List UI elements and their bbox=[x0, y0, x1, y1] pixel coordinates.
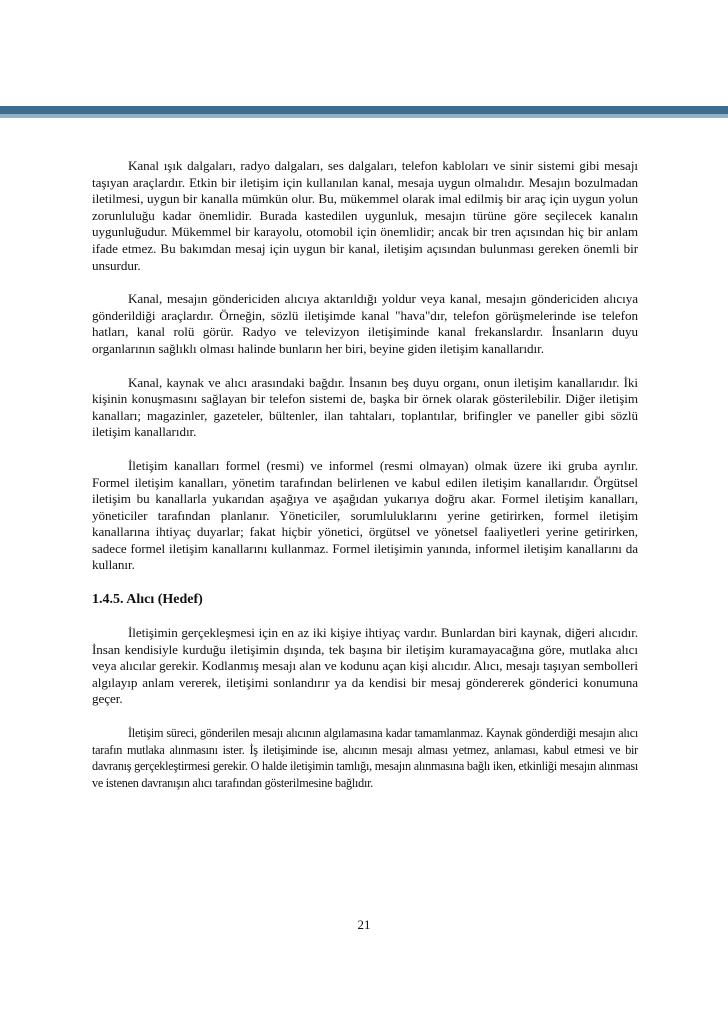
body-paragraph: Kanal, mesajın göndericiden alıcıya aktarıldığı yoldur veya kanal, mesajın göndericiden alıcıya gönderildiği araçlardır. Örneğin, sözlü iletişimde kanal "hava"dır, telefon görüşmelerinde ise telefon hatları, kanal rolü görür. Radyo ve televizyon iletişiminde kanal frekanslardır. İnsanların duyu organlarının sağlıklı olması halinde bunların her biri, beyine giden iletişim kanallarıdır. bbox=[92, 291, 638, 356]
section-paragraph: İletişimin gerçekleşmesi için en az iki kişiye ihtiyaç vardır. Bunlardan biri kaynak, diğeri alıcıdır. İnsan kendisiyle kurduğu iletişimin dışında, tek başına bir iletişim kuramayacağına göre, mutlaka alıcı veya alıcılar gerekir. Kodlanmış mesajı alan ve kodunu açan kişi alıcıdır. Alıcı, mesajı taşıyan sembolleri algılayıp anlam vererek, iletişimi sonlandırır ya da kendisi bir mesaj göndererek gönderici konumuna geçer. bbox=[92, 625, 638, 707]
header-band bbox=[0, 106, 728, 120]
section-heading: 1.4.5. Alıcı (Hedef) bbox=[92, 592, 203, 608]
header-band-light-stripe bbox=[0, 114, 728, 118]
section-paragraph: İletişim süreci, gönderilen mesajı alıcının algılamasına kadar tamamlanmaz. Kaynak gönderdiği mesajın alıcı tarafın mutlaka alınmasını ister. İş iletişiminde ise, alıcının mesajı alması yetmez, anlaması, kabul etmesi ve bir davranış gerçekleştirmesi gerekir. O halde iletişimin tamlığı, mesajın alınmasına bağlı iken, etkinliği mesajın alınması ve istenen davranışın alıcı tarafından gösterilmesine bağlıdır. bbox=[92, 726, 638, 790]
page-number: 21 bbox=[357, 917, 371, 932]
header-band-dark-stripe bbox=[0, 106, 728, 114]
page-body bbox=[92, 158, 638, 808]
body-paragraph: Kanal ışık dalgaları, radyo dalgaları, ses dalgaları, telefon kabloları ve sinir sistemi gibi mesajı taşıyan araçlardır. Etkin bir iletişim için kullanılan kanal, mesaja uygun olmalıdır. Mesajın bozulmadan iletilmesi, uygun bir kanalla mümkün olur. Bu, mükemmel olarak imal edilmiş bir araç için uygun yolun zorunluluğu kadar önemlidir. Burada kastedilen uygunluk, mesajın türüne göre seçilecek kanalın uygunluğudur. Mükemmel bir karayolu, otomobil için önemlidir; ancak bir tren açısından hiç bir anlam ifade etmez. Bu bakımdan mesaj için uygun bir kanal, iletişim açısından bulunması gereken önemli bir unsurdur. bbox=[92, 158, 638, 273]
body-paragraph: İletişim kanalları formel (resmi) ve informel (resmi olmayan) olmak üzere iki gruba ayrılır. Formel iletişim kanalları, yönetim tarafından belirlenen ve kabul edilen iletişim kanallarıdır. Örgütsel iletişim bu kanallarla yukarıdan aşağıya ve aşağıdan yukarıya doğru akar. Formel iletişim kanalları, yöneticiler tarafından planlanır. Yöneticiler, sorumluluklarını yerine getirirken, formel iletişim kanallarına ihtiyaç duyarlar; fakat hiçbir yönetici, örgütsel ve yönetsel faaliyetleri yerine getirirken, sadece formel iletişim kanallarını kullanmaz. Formel iletişimin yanında, informel iletişim kanallarını da kullanır. bbox=[92, 457, 638, 573]
body-paragraph: Kanal, kaynak ve alıcı arasındaki bağdır. İnsanın beş duyu organı, onun iletişim kanallarıdır. İki kişinin konuşmasını sağlayan bir telefon sistemi de, başka bir örnek olarak gösterilebilir. Diğer iletişim kanalları; magazinler, gazeteler, bültenler, ilan tahtaları, toplantılar, brifingler ve paneller gibi sözlü iletişim kanallarıdır. bbox=[92, 374, 638, 440]
